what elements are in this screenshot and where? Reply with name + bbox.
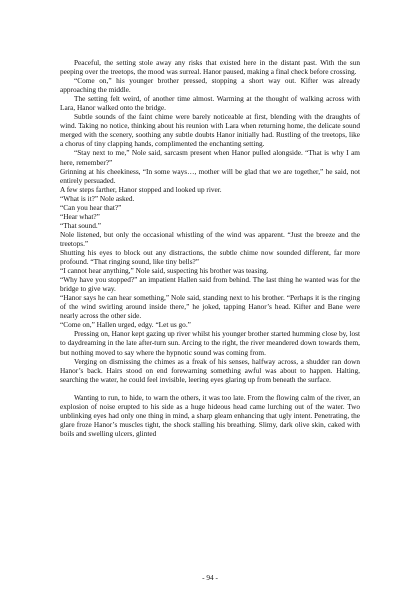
paragraph: Subtle sounds of the faint chime were barely noticeable at first, blending with the draughts of wind. Taking no notice, thinking about his reunion with Lara when returning home, the delicate sound merged with the scenery, soothing any subtle doubts Hanor initially had. Rustling of the treetops, like a chorus of tiny clapping hands, complimented the enchanting setting.: [60, 112, 360, 149]
paragraph: Pressing on, Hanor kept gazing up river whilst his younger brother started humming close by, lost to daydreaming in the late after-turn sun. Arcing to the right, the river meandered down towards them, but nothing moved to say where the hypnotic sound was coming from.: [60, 329, 360, 357]
paragraph: “Stay next to me,” Nole said, sarcasm present when Hanor pulled alongside. “That is why I am here, remember?”: [60, 148, 360, 167]
paragraph: “I cannot hear anything,” Nole said, suspecting his brother was teasing.: [60, 266, 269, 276]
paragraph: “Come on,” Hallen urged, edgy. “Let us go.”: [60, 320, 191, 330]
paragraph: The setting felt weird, of another time almost. Warming at the thought of walking across with Lara, Hanor walked onto the bridge.: [60, 94, 360, 113]
paragraph: Nole listened, but only the occasional whistling of the wind was apparent. “Just the breeze and the treetops.”: [60, 229, 360, 248]
paragraph: Wanting to run, to hide, to warn the others, it was too late. From the flowing calm of the river, an explosion of noise erupted to his side as a huge hideous head came lurching out of the water. Two unblinking eyes had only one thing in mind, a sharp gleam enhancing that ugly intent. Penetrating, the glare froze Hanor’s muscles tight, the shock stalling his breathing. Slimy, dark olive skin, caked with boils and swelling ulcers, glinted: [60, 392, 360, 438]
paragraph: “What is it?” Nole asked.: [60, 193, 135, 203]
paragraph: Shutting his eyes to block out any distractions, the subtle chime now sounded different, far more profound. “That ringing sound, like tiny bells?”: [60, 247, 360, 267]
paragraph: “That sound.”: [60, 220, 101, 230]
paragraph: “Can you hear that?”: [60, 202, 122, 212]
paragraph: “Come on,” his younger brother pressed, stopping a short way out. Kifter was already approaching the middle.: [60, 76, 360, 95]
page-number: - 94 -: [202, 573, 218, 582]
paragraph: “Hanor says he can hear something,” Nole said, standing next to his brother. “Perhaps it is the ringing of the wind swirling around inside there,” he joked, tapping Hanor’s head. Kifter and Bane were nearly across the other side.: [60, 293, 360, 321]
body-text: [60, 58, 360, 438]
paragraph: Verging on dismissing the chimes as a freak of his senses, halfway across, a shudder ran down Hanor’s back. Hairs stood on end forewarning something awful was about to happen. Halting, searching the water, he could feel invisible, leering eyes glaring up from beneath the surface.: [60, 356, 360, 384]
paragraph: A few steps farther, Hanor stopped and looked up river.: [60, 184, 222, 194]
paragraph: “Hear what?”: [60, 211, 100, 221]
paragraph: Peaceful, the setting stole away any risks that existed here in the distant past. With the sun peeping over the treetops, the mood was surreal. Hanor paused, making a final check before crossing.: [60, 58, 360, 77]
paragraph: Grinning at his cheekiness, “In some ways…, mother will be glad that we are together,” he said, not entirely persuaded.: [60, 166, 360, 185]
paragraph: “Why have you stopped?” an impatient Hallen said from behind. The last thing he wanted was for the bridge to give way.: [60, 275, 360, 294]
